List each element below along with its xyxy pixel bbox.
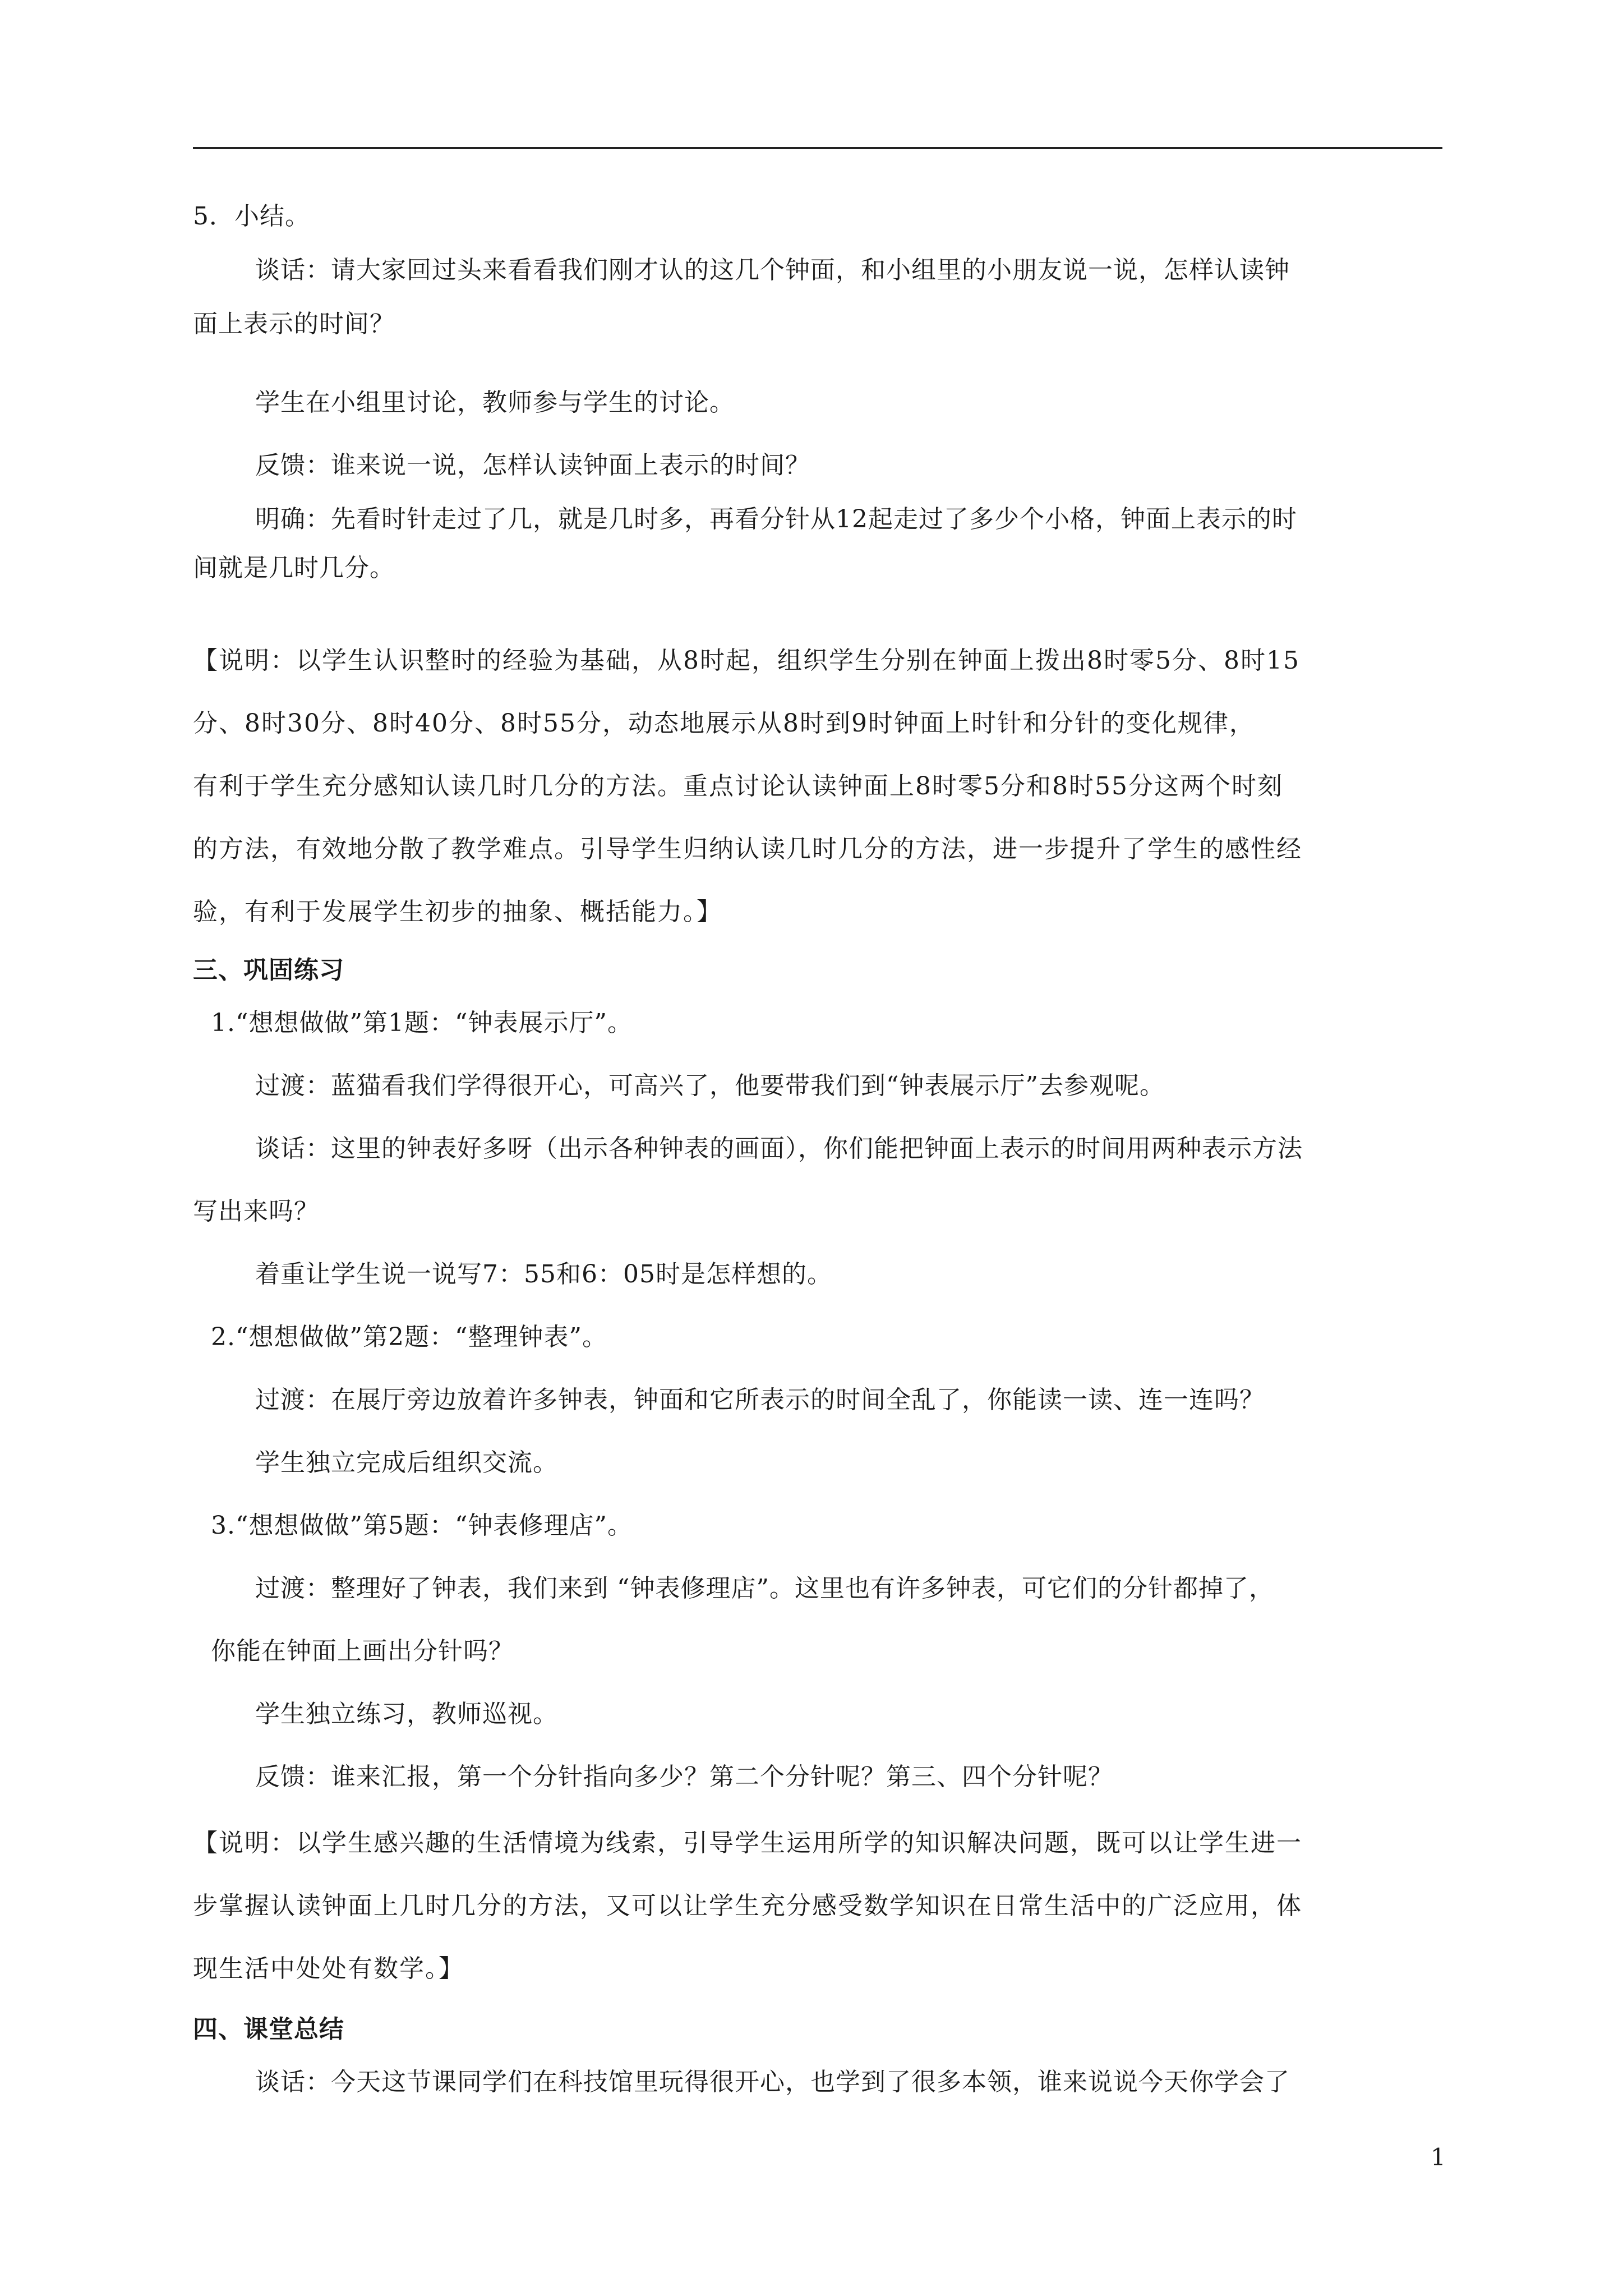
talk-paragraph-line-2: 面上表示的时间？	[193, 310, 395, 338]
exercise-3-transition-line-2: 你能在钟面上画出分针吗？	[211, 1637, 514, 1665]
exercise-2-transition: 过渡：在展厅旁边放着许多钟表，钟面和它所表示的时间全乱了，你能读一读、连一连吗？	[255, 1386, 1265, 1414]
note-2-line-3: 现生活中处处有数学。】	[193, 1954, 464, 1983]
page-number: 1	[1431, 2143, 1446, 2171]
exercise-1-focus: 着重让学生说一说写7：55和6：05时是怎样想的。	[255, 1260, 832, 1289]
discussion-line: 学生在小组里讨论，教师参与学生的讨论。	[255, 388, 735, 417]
final-talk-line: 谈话：今天这节课同学们在科技馆里玩得很开心，也学到了很多本领，谁来说说今天你学会了	[255, 2068, 1290, 2096]
note-1-line-1: 【说明：以学生认识整时的经验为基础，从8时起，组织学生分别在钟面上拨出8时零5分、8时15	[193, 646, 1300, 675]
talk-paragraph-line-1: 谈话：请大家回过头来看看我们刚才认的这几个钟面，和小组里的小朋友说一说，怎样认读钟	[255, 256, 1290, 284]
exercise-3-transition-line-1: 过渡：整理好了钟表，我们来到 “钟表修理店”。这里也有许多钟表，可它们的分针都掉了，	[255, 1574, 1274, 1603]
exercise-3-practice: 学生独立练习，教师巡视。	[255, 1700, 558, 1728]
exercise-3-feedback: 反馈：谁来汇报，第一个分针指向多少？第二个分针呢？第三、四个分针呢？	[255, 1763, 1113, 1791]
clarify-line-1: 明确：先看时针走过了几，就是几时多，再看分针从12起走过了多少个小格，钟面上表示的时	[255, 505, 1297, 533]
note-2-line-1: 【说明：以学生感兴趣的生活情境为线索，引导学生运用所学的知识解决问题，既可以让学生进一	[193, 1829, 1302, 1857]
exercise-1-title: 1.“想想做做”第1题：“钟表展示厅”。	[211, 1009, 633, 1037]
exercise-1-talk-line-1: 谈话：这里的钟表好多呀（出示各种钟表的画面），你们能把钟面上表示的时间用两种表示方法	[255, 1134, 1303, 1163]
note-1-line-4: 的方法，有效地分散了教学难点。引导学生归纳认读几时几分的方法，进一步提升了学生的感性经	[193, 835, 1302, 863]
header-rule	[193, 147, 1442, 149]
exercise-1-transition: 过渡：蓝猫看我们学得很开心，可高兴了，他要带我们到“钟表展示厅”去参观呢。	[255, 1071, 1165, 1100]
exercise-2-independent: 学生独立完成后组织交流。	[255, 1448, 558, 1477]
exercise-1-talk-line-2: 写出来吗？	[193, 1197, 319, 1226]
clarify-line-2: 间就是几时几分。	[193, 554, 395, 582]
feedback-line: 反馈：谁来说一说，怎样认读钟面上表示的时间？	[255, 451, 810, 480]
note-2-line-2: 步掌握认读钟面上几时几分的方法，又可以让学生充分感受数学知识在日常生活中的广泛应用，体	[193, 1892, 1302, 1920]
note-1-line-2: 分、8时30分、8时40分、8时55分，动态地展示从8时到9时钟面上时针和分针的变化规律，	[193, 709, 1255, 738]
exercise-2-title: 2.“想想做做”第2题：“整理钟表”。	[211, 1323, 607, 1351]
summary-heading: 5．小结。	[193, 202, 310, 231]
section-3-title: 三、巩固练习	[193, 956, 344, 984]
section-4-title: 四、课堂总结	[193, 2015, 344, 2044]
note-1-line-3: 有利于学生充分感知认读几时几分的方法。重点讨论认读钟面上8时零5分和8时55分这两个时刻	[193, 772, 1283, 800]
exercise-3-title: 3.“想想做做”第5题：“钟表修理店”。	[211, 1511, 633, 1540]
note-1-line-5: 验，有利于发展学生初步的抽象、概括能力。】	[193, 898, 722, 926]
